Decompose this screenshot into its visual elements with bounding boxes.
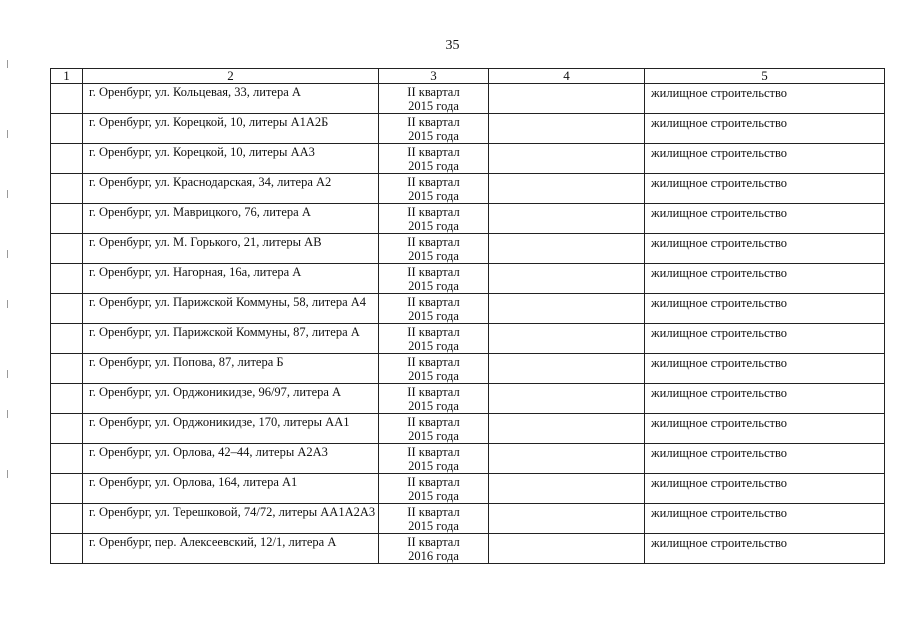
column-4-cell <box>489 264 645 294</box>
address-text: г. Оренбург, ул. Попова, 87, литера Б <box>89 355 284 369</box>
term-quarter: II квартал <box>407 325 460 339</box>
row-number-cell <box>51 144 83 174</box>
purpose-text: жилищное строительство <box>651 476 788 490</box>
row-number-cell <box>51 534 83 564</box>
address-cell <box>83 504 379 534</box>
row-number-cell <box>51 234 83 264</box>
term-cell <box>379 474 489 504</box>
row-number-cell <box>51 84 83 114</box>
column-4-cell <box>489 384 645 414</box>
table-row <box>51 144 885 174</box>
purpose-text: жилищное строительство <box>651 176 788 190</box>
term-quarter: II квартал <box>407 475 460 489</box>
term-year: 2015 года <box>408 129 459 143</box>
purpose-cell <box>645 414 885 444</box>
address-cell <box>83 414 379 444</box>
purpose-cell <box>645 444 885 474</box>
purpose-cell <box>645 504 885 534</box>
column-4-cell <box>489 534 645 564</box>
term-year: 2015 года <box>408 249 459 263</box>
table-row <box>51 534 885 564</box>
term-quarter: II квартал <box>407 145 460 159</box>
purpose-text: жилищное строительство <box>651 296 788 310</box>
purpose-text: жилищное строительство <box>651 146 788 160</box>
address-cell <box>83 204 379 234</box>
table-row <box>51 504 885 534</box>
table-row <box>51 444 885 474</box>
term-cell <box>379 324 489 354</box>
column-4-cell <box>489 114 645 144</box>
purpose-text: жилищное строительство <box>651 326 788 340</box>
row-number-cell <box>51 204 83 234</box>
term-cell <box>379 114 489 144</box>
row-number-cell <box>51 264 83 294</box>
term-cell <box>379 174 489 204</box>
address-cell <box>83 264 379 294</box>
table-row <box>51 174 885 204</box>
term-year: 2015 года <box>408 519 459 533</box>
purpose-cell <box>645 354 885 384</box>
address-text: г. Оренбург, ул. Парижской Коммуны, 58, литера А4 <box>89 295 367 309</box>
term-quarter: II квартал <box>407 205 460 219</box>
purpose-cell <box>645 294 885 324</box>
purpose-text: жилищное строительство <box>651 206 788 220</box>
term-year: 2015 года <box>408 309 459 323</box>
column-4-cell <box>489 144 645 174</box>
table-row <box>51 234 885 264</box>
purpose-cell <box>645 174 885 204</box>
term-year: 2016 года <box>408 549 459 563</box>
header-col-1: 1 <box>51 69 83 84</box>
term-year: 2015 года <box>408 429 459 443</box>
address-text: г. Оренбург, ул. Корецкой, 10, литеры АА3 <box>89 145 315 159</box>
column-4-cell <box>489 414 645 444</box>
term-cell <box>379 204 489 234</box>
table-row <box>51 354 885 384</box>
term-cell <box>379 144 489 174</box>
address-text: г. Оренбург, ул. Терешковой, 74/72, литеры АА1А2А3 <box>89 505 376 519</box>
term-quarter: II квартал <box>407 115 460 129</box>
address-text: г. Оренбург, ул. Нагорная, 16а, литера А <box>89 265 302 279</box>
term-year: 2015 года <box>408 369 459 383</box>
address-text: г. Оренбург, пер. Алексеевский, 12/1, литера А <box>89 535 337 549</box>
term-cell <box>379 414 489 444</box>
column-4-cell <box>489 204 645 234</box>
column-4-cell <box>489 174 645 204</box>
address-text: г. Оренбург, ул. Краснодарская, 34, литера А2 <box>89 175 332 189</box>
address-cell <box>83 354 379 384</box>
address-text: г. Оренбург, ул. Маврицкого, 76, литера А <box>89 205 311 219</box>
address-cell <box>83 114 379 144</box>
purpose-text: жилищное строительство <box>651 536 788 550</box>
column-4-cell <box>489 324 645 354</box>
row-number-cell <box>51 444 83 474</box>
purpose-text: жилищное строительство <box>651 356 788 370</box>
address-cell <box>83 324 379 354</box>
table-row <box>51 384 885 414</box>
column-4-cell <box>489 474 645 504</box>
term-quarter: II квартал <box>407 355 460 369</box>
address-text: г. Оренбург, ул. Кольцевая, 33, литера А <box>89 85 301 99</box>
purpose-text: жилищное строительство <box>651 236 788 250</box>
term-quarter: II квартал <box>407 235 460 249</box>
header-col-5: 5 <box>645 69 885 84</box>
term-cell <box>379 234 489 264</box>
term-cell <box>379 384 489 414</box>
term-cell <box>379 444 489 474</box>
address-text: г. Оренбург, ул. Орджоникидзе, 170, литеры АА1 <box>89 415 350 429</box>
row-number-cell <box>51 474 83 504</box>
term-cell <box>379 264 489 294</box>
table-row <box>51 204 885 234</box>
term-cell <box>379 354 489 384</box>
term-quarter: II квартал <box>407 85 460 99</box>
term-year: 2015 года <box>408 219 459 233</box>
row-number-cell <box>51 504 83 534</box>
term-year: 2015 года <box>408 99 459 113</box>
table-row <box>51 84 885 114</box>
term-cell <box>379 534 489 564</box>
address-cell <box>83 444 379 474</box>
term-quarter: II квартал <box>407 535 460 549</box>
column-4-cell <box>489 354 645 384</box>
row-number-cell <box>51 414 83 444</box>
term-year: 2015 года <box>408 159 459 173</box>
table-row <box>51 324 885 354</box>
column-4-cell <box>489 234 645 264</box>
row-number-cell <box>51 384 83 414</box>
term-year: 2015 года <box>408 279 459 293</box>
address-cell <box>83 474 379 504</box>
table-row <box>51 474 885 504</box>
address-cell <box>83 294 379 324</box>
purpose-cell <box>645 474 885 504</box>
purpose-cell <box>645 324 885 354</box>
column-4-cell <box>489 444 645 474</box>
term-cell <box>379 294 489 324</box>
row-number-cell <box>51 114 83 144</box>
term-quarter: II квартал <box>407 505 460 519</box>
table-row <box>51 114 885 144</box>
row-number-cell <box>51 354 83 384</box>
address-cell <box>83 384 379 414</box>
purpose-text: жилищное строительство <box>651 446 788 460</box>
term-cell <box>379 84 489 114</box>
column-4-cell <box>489 504 645 534</box>
purpose-text: жилищное строительство <box>651 116 788 130</box>
data-table <box>50 68 885 564</box>
page-number: 35 <box>445 38 460 53</box>
row-number-cell <box>51 294 83 324</box>
term-quarter: II квартал <box>407 175 460 189</box>
table-body <box>51 84 885 564</box>
purpose-cell <box>645 534 885 564</box>
table-row <box>51 294 885 324</box>
row-number-cell <box>51 324 83 354</box>
address-cell <box>83 534 379 564</box>
term-year: 2015 года <box>408 399 459 413</box>
address-cell <box>83 234 379 264</box>
term-quarter: II квартал <box>407 295 460 309</box>
purpose-text: жилищное строительство <box>651 266 788 280</box>
term-quarter: II квартал <box>407 385 460 399</box>
column-4-cell <box>489 84 645 114</box>
header-col-3: 3 <box>379 69 489 84</box>
purpose-cell <box>645 204 885 234</box>
address-cell <box>83 84 379 114</box>
purpose-text: жилищное строительство <box>651 506 788 520</box>
table-header-row <box>51 69 885 84</box>
term-quarter: II квартал <box>407 265 460 279</box>
term-year: 2015 года <box>408 459 459 473</box>
purpose-cell <box>645 84 885 114</box>
address-text: г. Оренбург, ул. Корецкой, 10, литеры А1А2Б <box>89 115 329 129</box>
purpose-cell <box>645 264 885 294</box>
term-year: 2015 года <box>408 489 459 503</box>
address-text: г. Оренбург, ул. Орджоникидзе, 96/97, литера А <box>89 385 342 399</box>
margin-ticks <box>7 60 11 530</box>
address-text: г. Оренбург, ул. Орлова, 164, литера А1 <box>89 475 298 489</box>
purpose-text: жилищное строительство <box>651 86 788 100</box>
term-year: 2015 года <box>408 189 459 203</box>
term-cell <box>379 504 489 534</box>
address-text: г. Оренбург, ул. Орлова, 42–44, литеры А2А3 <box>89 445 328 459</box>
term-quarter: II квартал <box>407 415 460 429</box>
header-col-2: 2 <box>83 69 379 84</box>
term-year: 2015 года <box>408 339 459 353</box>
purpose-text: жилищное строительство <box>651 416 788 430</box>
purpose-cell <box>645 234 885 264</box>
table-row <box>51 414 885 444</box>
header-col-4: 4 <box>489 69 645 84</box>
purpose-cell <box>645 384 885 414</box>
table-row <box>51 264 885 294</box>
column-4-cell <box>489 294 645 324</box>
address-cell <box>83 174 379 204</box>
purpose-cell <box>645 114 885 144</box>
purpose-cell <box>645 144 885 174</box>
address-text: г. Оренбург, ул. Парижской Коммуны, 87, литера А <box>89 325 360 339</box>
address-cell <box>83 144 379 174</box>
term-quarter: II квартал <box>407 445 460 459</box>
row-number-cell <box>51 174 83 204</box>
purpose-text: жилищное строительство <box>651 386 788 400</box>
address-text: г. Оренбург, ул. М. Горького, 21, литеры АВ <box>89 235 322 249</box>
